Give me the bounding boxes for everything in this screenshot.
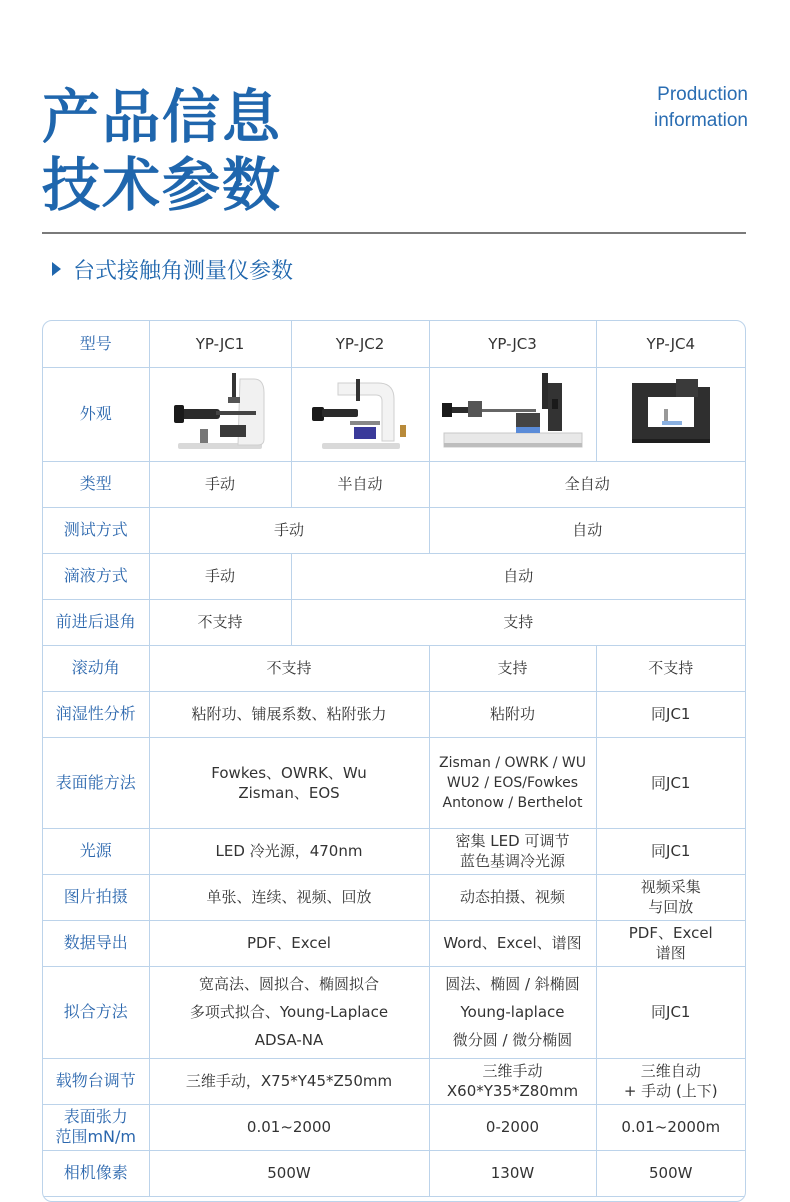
section-heading: [52, 254, 293, 284]
row-label: 滴液方式: [43, 553, 149, 599]
cell-line: X60*Y35*Z80mm: [446, 1082, 579, 1100]
cell: [429, 737, 596, 828]
cell: 手动: [149, 461, 291, 507]
table-row-export: [43, 920, 745, 966]
device-image-jc4: [596, 367, 745, 461]
table-row-light-source: [43, 828, 745, 874]
cell-line: ADSA-NA: [254, 1031, 324, 1049]
table-row-rolling-angle: [43, 645, 745, 691]
cell: 支持: [291, 599, 745, 645]
cell: [429, 828, 596, 874]
cell: 130W: [429, 1150, 596, 1196]
cell: 自动: [429, 507, 745, 553]
row-label: 外观: [43, 367, 149, 461]
cell: 动态拍摄、视频: [429, 874, 596, 920]
row-label: 测试方式: [43, 507, 149, 553]
cell: 三维手动，X75*Y45*Z50mm: [149, 1058, 429, 1104]
cell: [429, 966, 596, 1058]
cell-line: 三维自动: [640, 1062, 701, 1080]
cell-line: 多项式拟合、Young-Laplace: [189, 1003, 389, 1021]
page-title-line1: 产品信息: [42, 83, 283, 151]
english-subtitle-line2: information: [654, 110, 748, 131]
row-label: 润湿性分析: [43, 691, 149, 737]
row-label: 相机像素: [43, 1150, 149, 1196]
cell-line: + 手动 (上下): [623, 1082, 718, 1100]
english-subtitle: [654, 82, 748, 134]
table-row-model: [43, 321, 745, 367]
cell: [149, 737, 429, 828]
device-image-jc2: [291, 367, 429, 461]
cell: 同JC1: [596, 966, 745, 1058]
cell: 不支持: [149, 645, 429, 691]
model-jc2: YP-JC2: [291, 321, 429, 367]
cell: 半自动: [291, 461, 429, 507]
device-image-jc1: [149, 367, 291, 461]
cell: [429, 1058, 596, 1104]
row-label: [43, 1104, 149, 1150]
table-row-stage: [43, 1058, 745, 1104]
table-row-tension-range: [43, 1104, 745, 1150]
cell: LED 冷光源，470nm: [149, 828, 429, 874]
device-image-jc3: [429, 367, 596, 461]
divider: [42, 232, 746, 234]
cell-line: Young-laplace: [460, 1003, 565, 1021]
cell: 手动: [149, 507, 429, 553]
device-jc4-icon: [626, 369, 716, 455]
row-label: 光源: [43, 828, 149, 874]
cell-line: 与回放: [648, 898, 694, 916]
page-title-line2: 技术参数: [42, 151, 283, 219]
table-row-surface-energy: [43, 737, 745, 828]
table-row-capture: [43, 874, 745, 920]
cell: 0-2000: [429, 1104, 596, 1150]
cell: 自动: [291, 553, 745, 599]
row-label: 图片拍摄: [43, 874, 149, 920]
table-row-advancing-receding: [43, 599, 745, 645]
cell: 粘附功、铺展系数、粘附张力: [149, 691, 429, 737]
model-jc1: YP-JC1: [149, 321, 291, 367]
cell: 单张、连续、视频、回放: [149, 874, 429, 920]
cell-line: Zisman、EOS: [238, 783, 340, 802]
table-row-fitting: [43, 966, 745, 1058]
device-jc2-icon: [310, 369, 410, 455]
row-label: 拟合方法: [43, 966, 149, 1058]
device-jc1-icon: [170, 369, 270, 455]
cell: PDF、Excel: [149, 920, 429, 966]
cell: 粘附功: [429, 691, 596, 737]
cell: 同JC1: [596, 828, 745, 874]
cell-line: WU2 / EOS/Fowkes: [446, 774, 579, 791]
cell: 全自动: [429, 461, 745, 507]
cell: [596, 874, 745, 920]
cell-line: 谱图: [655, 944, 686, 962]
row-label: 前进后退角: [43, 599, 149, 645]
row-label: 载物台调节: [43, 1058, 149, 1104]
row-label-line: 范围mN/m: [55, 1127, 137, 1146]
cell: 支持: [429, 645, 596, 691]
cell-line: 密集 LED 可调节: [455, 832, 570, 850]
cell-line: 视频采集: [640, 878, 701, 896]
right-triangle-icon: [52, 262, 61, 276]
row-label: 滚动角: [43, 645, 149, 691]
cell: [596, 920, 745, 966]
table-row-test-mode: [43, 507, 745, 553]
english-subtitle-line1: Production: [657, 84, 748, 105]
cell: [596, 1058, 745, 1104]
cell: 手动: [149, 553, 291, 599]
model-jc4: YP-JC4: [596, 321, 745, 367]
cell-line: 微分圆 / 微分椭圆: [452, 1031, 573, 1049]
cell: 同JC1: [596, 691, 745, 737]
table-row-appearance: [43, 367, 745, 461]
cell-line: 宽高法、圆拟合、椭圆拟合: [198, 975, 379, 993]
cell-line: 三维手动: [482, 1062, 543, 1080]
cell-line: Fowkes、OWRK、Wu: [211, 763, 367, 782]
cell: 同JC1: [596, 737, 745, 828]
cell: 500W: [596, 1150, 745, 1196]
cell: 不支持: [149, 599, 291, 645]
device-jc3-icon: [438, 369, 588, 455]
cell: [149, 966, 429, 1058]
cell-line: PDF、Excel: [628, 924, 713, 942]
cell: 500W: [149, 1150, 429, 1196]
cell-line: Zisman / OWRK / WU: [439, 754, 586, 771]
cell-line: 圆法、椭圆 / 斜椭圆: [445, 975, 580, 993]
row-label: 表面能方法: [43, 737, 149, 828]
table-row-wettability: [43, 691, 745, 737]
row-label-line: 表面张力: [63, 1107, 128, 1126]
cell: 不支持: [596, 645, 745, 691]
cell-line: Antonow / Berthelot: [442, 794, 583, 811]
row-label: 型号: [43, 321, 149, 367]
section-title: 台式接触角测量仪参数: [73, 258, 294, 284]
table-row-camera: [43, 1150, 745, 1196]
table-row-dispense: [43, 553, 745, 599]
table-row-type: [43, 461, 745, 507]
row-label: 类型: [43, 461, 149, 507]
cell-line: 蓝色基调冷光源: [459, 852, 565, 870]
cell: 0.01~2000: [149, 1104, 429, 1150]
cell: Word、Excel、谱图: [429, 920, 596, 966]
row-label: 数据导出: [43, 920, 149, 966]
cell: 0.01~2000m: [596, 1104, 745, 1150]
model-jc3: YP-JC3: [429, 321, 596, 367]
spec-table: [42, 320, 746, 1202]
